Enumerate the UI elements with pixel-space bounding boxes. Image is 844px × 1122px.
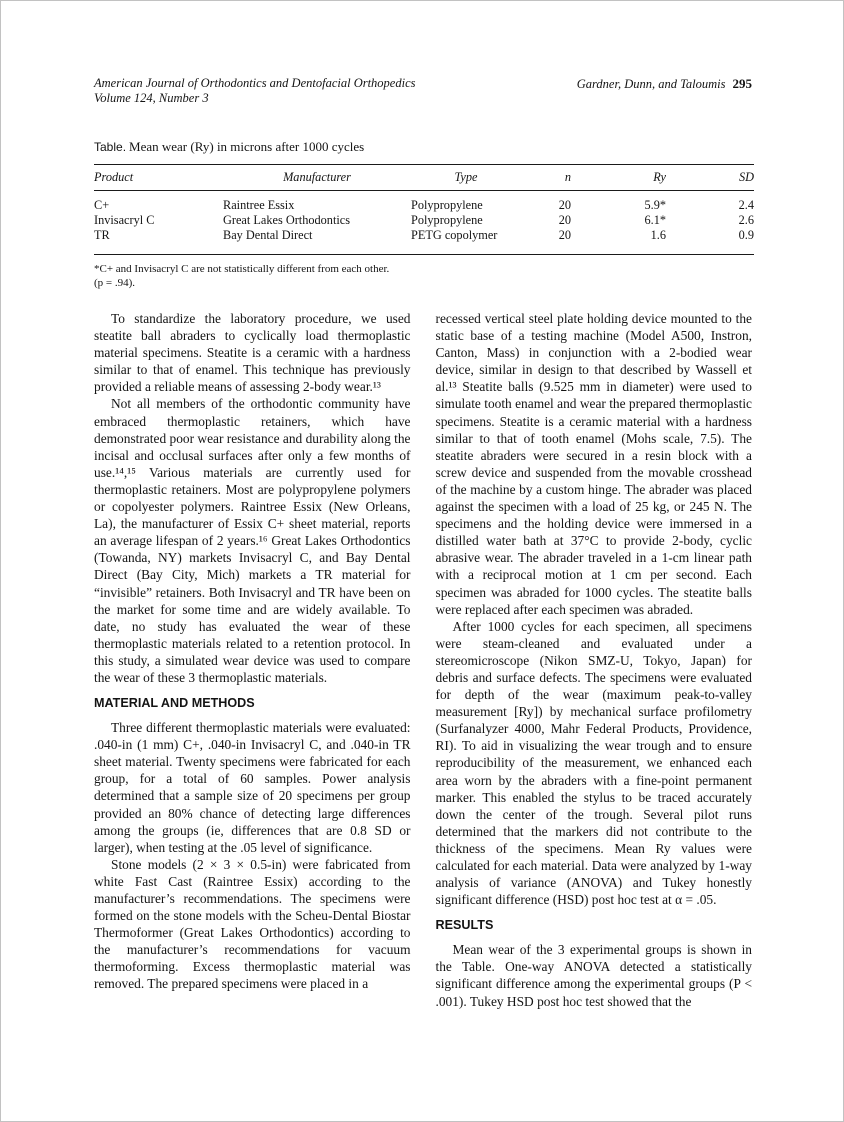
- table-row: [94, 228, 754, 255]
- table-cell: Raintree Essix: [223, 198, 295, 212]
- body-columns: [94, 310, 752, 1010]
- column-header: SD: [666, 165, 754, 191]
- body-paragraph: Mean wear of the 3 experimental groups is shown in the Table. One-way ANOVA detected a statistically significant difference among the experimental groups (P < .001). Tukey HSD post hoc test showed that the: [435, 942, 752, 1009]
- column-header: Type: [411, 165, 521, 191]
- table-footnote: [94, 262, 752, 290]
- table-cell: 20: [558, 228, 571, 242]
- journal-identification: [94, 76, 416, 106]
- section-heading: MATERIAL AND METHODS: [94, 696, 255, 711]
- running-head: [94, 76, 752, 106]
- column-header: Manufacturer: [223, 165, 411, 191]
- table-cell: 6.1*: [644, 213, 666, 227]
- table-footnote-line2: (p = .94).: [94, 277, 136, 289]
- table-cell: 20: [558, 198, 571, 212]
- table-cell: Invisacryl C: [94, 213, 155, 227]
- authors-page: [577, 76, 752, 92]
- results-table-body: [94, 191, 754, 255]
- table-cell: 0.9: [738, 228, 754, 242]
- table-row: [94, 213, 754, 228]
- table-cell: 1.6: [650, 228, 666, 242]
- table-cell: 2.4: [738, 198, 754, 212]
- column-header: Ry: [571, 165, 666, 191]
- table-caption-text: Mean wear (Ry) in microns after 1000 cycles: [129, 139, 365, 154]
- table-cell: C+: [94, 198, 110, 212]
- body-paragraph: Stone models (2 × 3 × 0.5-in) were fabricated from white Fast Cast (Raintree Essix) according to the manufacturer’s recommendations. The specimens were formed on the stone models with the Scheu-Dental Biostar Thermoformer (Great Lakes Orthodontics) according to the manufacturer’s recommendations for vacuum thermoforming. Excess thermoplastic material was removed. The prepared specimens were placed in a: [94, 856, 411, 992]
- table-cell: Polypropylene: [411, 198, 483, 212]
- body-paragraph: To standardize the laboratory procedure, we used steatite ball abraders to cyclically load thermoplastic material specimens. Steatite is a ceramic with a hardness similar to that of enamel. This technique has previously provided a reliable means of assessing 2-body wear.¹³: [94, 311, 411, 395]
- table-cell: 5.9*: [644, 198, 666, 212]
- journal-title: American Journal of Orthodontics and Dentofacial Orthopedics: [94, 76, 416, 90]
- table-caption: [94, 139, 752, 155]
- journal-volume-issue: Volume 124, Number 3: [94, 91, 209, 105]
- table-cell: Polypropylene: [411, 213, 483, 227]
- column-header: Product: [94, 165, 223, 191]
- column-header-row: [94, 165, 754, 191]
- left-column: [94, 310, 411, 1010]
- body-paragraph: recessed vertical steel plate holding device mounted to the static base of a testing machine (Model A500, Instron, Canton, Mass) in conjunction with a 2-bodied wear device, similar in design to that described by Wassell et al.¹³ Steatite balls (9.525 mm in diameter) were used to simulate tooth enamel and wear the prepared thermoplastic specimens. Steatite is a ceramic material with a hardness similar to that of tooth enamel (Mohs scale, 7.5). The steatite abraders were secured in a resin block with a screw device and suspended from the movable crosshead of the machine by a custom hinge. The abrader was placed against the specimen with a load of 25 kg, or 245 N. The specimens and the holding device were immersed in a distilled water bath at 37°C to provide 2-body, cyclic abrasive wear. The abrader traveled in a 1-cm linear path with a reciprocal motion at 1 cm per second. Each specimen was abraded for 1000 cycles. The steatite balls were replaced after each specimen was abraded.: [435, 311, 752, 617]
- table-cell: Bay Dental Direct: [223, 228, 313, 242]
- table-row: [94, 191, 754, 214]
- authors: Gardner, Dunn, and Taloumis: [576, 77, 726, 91]
- section-heading: RESULTS: [435, 918, 494, 933]
- table-cell: 2.6: [738, 213, 754, 227]
- table-footnote-line1: *C+ and Invisacryl C are not statistically different from each other.: [94, 263, 390, 275]
- body-paragraph: Three different thermoplastic materials were evaluated: .040-in (1 mm) C+, .040-in Invisacryl C, and .040-in TR sheet material. Twenty specimens were fabricated for each group, for a total of 60 samples. Power analysis determined that a sample size of 20 specimens per group provided an 80% chance of detecting large differences among the groups (ie, differences that are 0.8 SD or larger), when testing at the .05 level of significance.: [94, 720, 411, 855]
- body-paragraph: Not all members of the orthodontic community have embraced thermoplastic retainers, which have demonstrated poor wear resistance and durability along the incisal and occlusal surfaces after only a few months of use.¹⁴,¹⁵ Various materials are currently used for thermoplastic retainers. Most are polypropylene polymers or copolyester polymers. Raintree Essix (New Orleans, La), the manufacturer of Essix C+ sheet material, reports an average lifespan of 2 years.¹⁶ Great Lakes Orthodontics (Towanda, NY) markets Invisacryl C, and Bay Dental Direct (Bay City, Mich) markets a TR material for “invisible” retainers. Both Invisacryl and TR have been on the market for some time and are widely available. To date, no study has evaluated the wear of these thermoplastic materials related to a retention protocol. In this study, a simulated wear device was used to compare the wear of these 3 thermoplastic materials.: [94, 396, 411, 685]
- column-header: n: [521, 165, 571, 191]
- right-column: [436, 310, 753, 1010]
- table-cell: Great Lakes Orthodontics: [223, 213, 351, 227]
- table-caption-label: Table.: [94, 140, 127, 154]
- body-paragraph: After 1000 cycles for each specimen, all specimens were steam-cleaned and evaluated under a stereomicroscope (Nikon SMZ-U, Tokyo, Japan) for debris and surface defects. The specimens were evaluated for depth of the wear (maximum peak-to-valley measurement [Ry]) by mechanical surface profilometry (Surfanalyzer 4000, Mahr Federal Products, Providence, RI). To aid in visualizing the wear trough and to ensure reproducibility of the measurement, we enhanced each area worn by the abraders with a fine-point permanent marker. This enabled the stylus to be traced accurately down the center of the trough. Several pilot runs determined that the markers did not contribute to the thickness of the specimens. Mean Ry values were calculated for each material. Data were analyzed by 1-way analysis of variance (ANOVA) and Tukey honestly significant difference (HSD) post hoc test at α = .05.: [435, 618, 752, 908]
- page-number: 295: [732, 76, 752, 91]
- table-cell: PETG copolymer: [411, 228, 498, 242]
- results-table-head: [94, 165, 754, 191]
- table-cell: 20: [558, 213, 571, 227]
- table-cell: TR: [94, 228, 110, 242]
- results-table: [94, 164, 754, 255]
